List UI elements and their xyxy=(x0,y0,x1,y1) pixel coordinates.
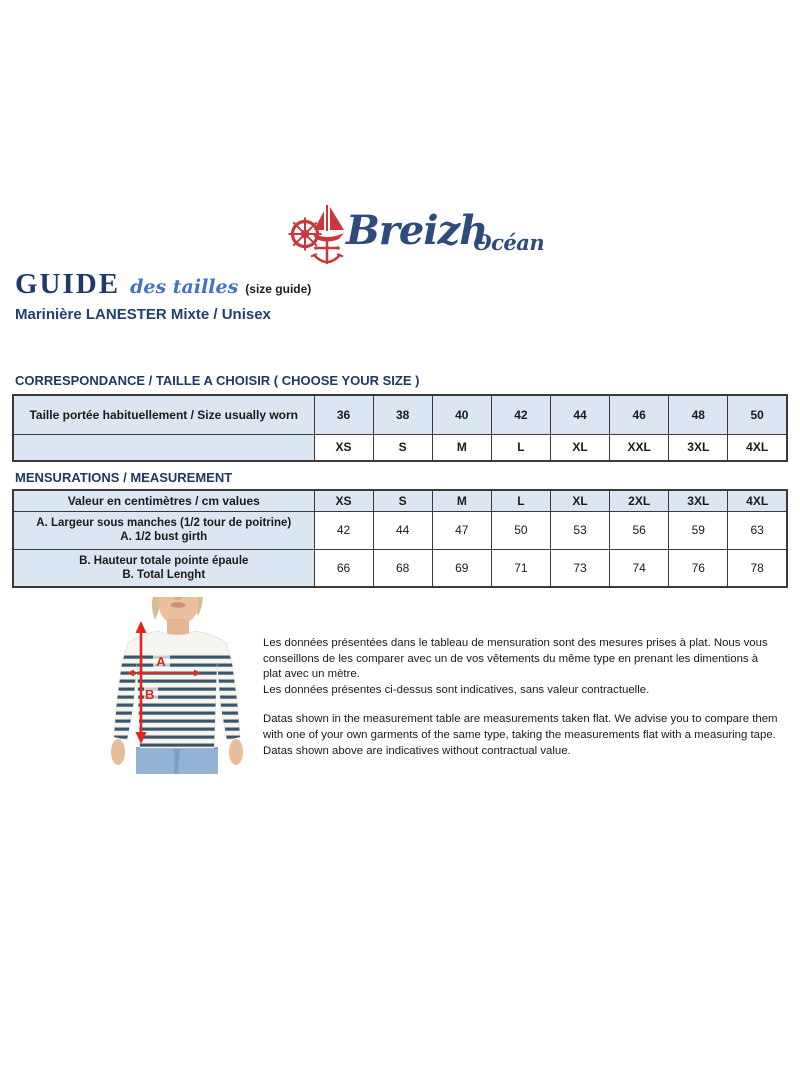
size-letter-cell: XS xyxy=(314,434,373,461)
table-row xyxy=(13,434,787,461)
column-header: XS xyxy=(314,490,373,511)
guide-heading xyxy=(15,270,311,298)
guide-size-note: (size guide) xyxy=(245,282,312,296)
measure-b-value: 69 xyxy=(432,549,491,587)
size-letter-cell: S xyxy=(373,434,432,461)
note-french xyxy=(263,636,779,698)
measure-b-value: 78 xyxy=(728,549,787,587)
measure-b-value: 73 xyxy=(551,549,610,587)
notes xyxy=(263,636,779,759)
column-header: L xyxy=(491,490,550,511)
measure-b-value: 66 xyxy=(314,549,373,587)
table-row xyxy=(13,549,787,587)
measure-a-value: 63 xyxy=(728,511,787,549)
measure-a-value: 59 xyxy=(669,511,728,549)
measure-a-label xyxy=(13,511,314,549)
size-numeric-cell: 40 xyxy=(432,395,491,434)
table-row xyxy=(13,511,787,549)
measure-a-label-en: A. 1/2 bust girth xyxy=(120,531,208,543)
size-numeric-cell: 42 xyxy=(491,395,550,434)
arrow-a-label: A xyxy=(156,654,166,669)
note-english xyxy=(263,712,779,759)
measure-b-value: 74 xyxy=(610,549,669,587)
brand-logo xyxy=(286,200,544,274)
measure-a-value: 44 xyxy=(373,511,432,549)
column-header: XL xyxy=(551,490,610,511)
column-header: 4XL xyxy=(728,490,787,511)
guide-word: GUIDE xyxy=(15,268,121,300)
measure-b-label-fr: B. Hauteur totale pointe épaule xyxy=(79,554,249,567)
correspondence-row-label: Taille portée habituellement / Size usually worn xyxy=(13,395,314,434)
size-numeric-cell: 50 xyxy=(728,395,787,434)
anchor-sailboat-helm-icon xyxy=(286,200,350,274)
empty-cell xyxy=(13,434,314,461)
measure-b-value: 68 xyxy=(373,549,432,587)
column-header: 3XL xyxy=(669,490,728,511)
arrow-b-label: B xyxy=(145,687,155,702)
note-french-main: Les données présentées dans le tableau de mensuration sont des mesures prises à plat. Nous vous conseillons de les comparer avec un de vos vêtements du même type en prenant les dimentions à plat avec un mètre. xyxy=(263,637,768,681)
measure-a-value: 42 xyxy=(314,511,373,549)
size-numeric-cell: 38 xyxy=(373,395,432,434)
size-letter-cell: L xyxy=(491,434,550,461)
measurements-heading: MENSURATIONS / MEASUREMENT xyxy=(15,470,233,485)
note-english-sub: Datas shown above are indicatives without contractual value. xyxy=(263,744,571,757)
measure-a-value: 56 xyxy=(610,511,669,549)
size-letter-cell: 3XL xyxy=(669,434,728,461)
column-header: S xyxy=(373,490,432,511)
measure-b-value: 76 xyxy=(669,549,728,587)
size-letter-cell: XL xyxy=(551,434,610,461)
measure-a-value: 53 xyxy=(551,511,610,549)
table-header-row xyxy=(13,490,787,511)
measurements-table xyxy=(12,489,788,588)
column-header: 2XL xyxy=(610,490,669,511)
striped-shirt-figure xyxy=(100,597,253,774)
measure-b-value: 71 xyxy=(491,549,550,587)
product-title: Marinière LANESTER Mixte / Unisex xyxy=(15,306,271,323)
note-french-sub: Les données présentes ci-dessus sont indicatives, sans valeur contractuelle. xyxy=(263,683,650,696)
column-header: M xyxy=(432,490,491,511)
size-numeric-cell: 44 xyxy=(551,395,610,434)
model-photo xyxy=(100,597,253,774)
size-numeric-cell: 36 xyxy=(314,395,373,434)
size-letter-cell: XXL xyxy=(610,434,669,461)
table-row xyxy=(13,395,787,434)
size-numeric-cell: 48 xyxy=(669,395,728,434)
size-letter-cell: 4XL xyxy=(728,434,787,461)
measure-a-value: 50 xyxy=(491,511,550,549)
brand-name xyxy=(346,200,544,262)
size-numeric-cell: 46 xyxy=(610,395,669,434)
measure-b-label-en: B. Total Lenght xyxy=(122,568,206,581)
measure-a-value: 47 xyxy=(432,511,491,549)
note-english-main: Datas shown in the measurement table are measurements taken flat. We advise you to compare them with one of your own garments of the same type, taking the measurements flat with a measuring tape. xyxy=(263,713,778,741)
brand-name-first: Breizh xyxy=(346,207,488,254)
correspondence-table xyxy=(12,394,788,462)
brand-name-second: Océan xyxy=(473,230,545,255)
size-letter-cell: M xyxy=(432,434,491,461)
measure-b-label xyxy=(13,549,314,587)
measure-a-label-fr: A. Largeur sous manches (1/2 tour de poitrine) xyxy=(36,517,292,529)
measurements-header-label: Valeur en centimètres / cm values xyxy=(13,490,314,511)
correspondence-heading: CORRESPONDANCE / TAILLE A CHOISIR ( CHOOSE YOUR SIZE ) xyxy=(15,373,420,388)
guide-script: des tailles xyxy=(130,276,239,298)
